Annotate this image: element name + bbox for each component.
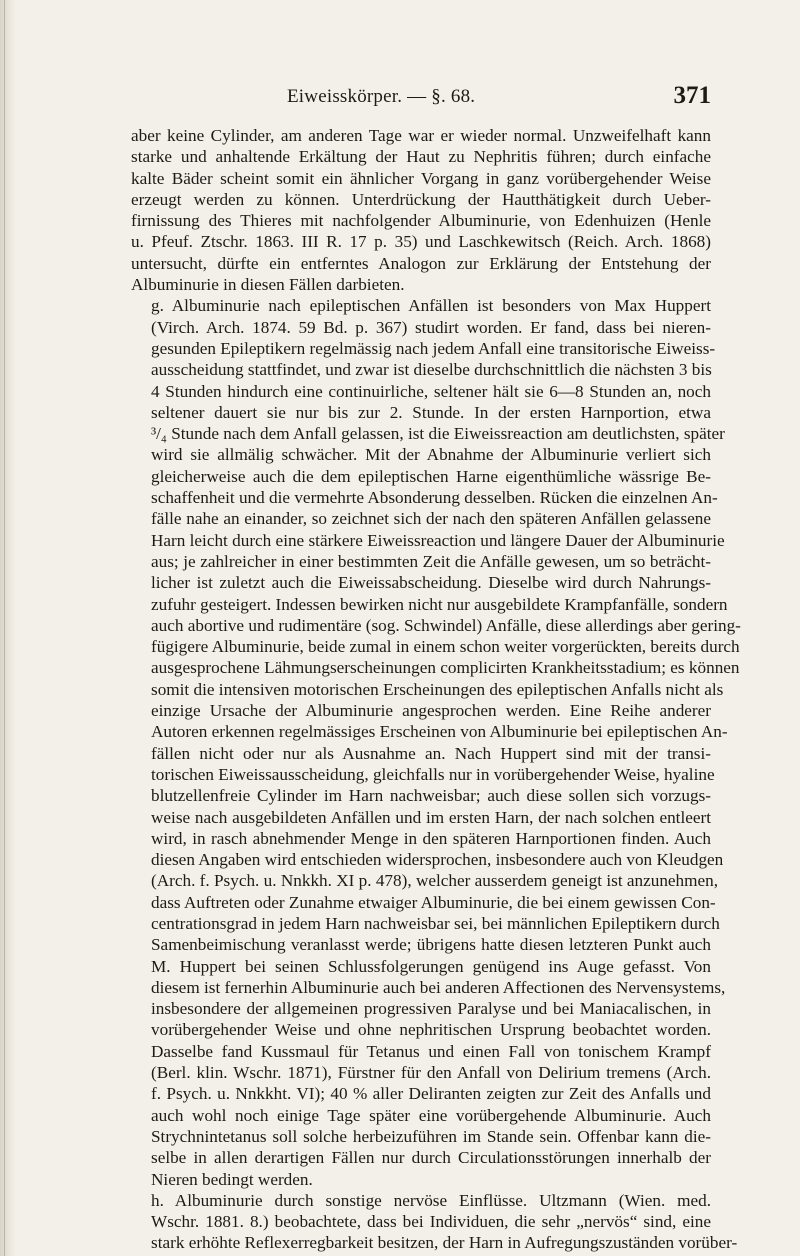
text-line: insbesondere der allgemeinen progressiven Paralyse und bei Maniacalischen, in bbox=[151, 999, 711, 1019]
text-line: stark erhöhte Reflexerregbarkeit besitzen, der Harn in Aufregungszuständen vorüber- bbox=[151, 1233, 738, 1253]
text-line: kalte Bäder scheint somit ein ähnlicher Vorgang in ganz vorübergehender Weise bbox=[131, 168, 711, 188]
text-line: fügigere Albuminurie, beide zumal in einem schon weiter vorgerückten, bereits durch bbox=[151, 637, 740, 657]
text-line: Autoren erkennen regelmässiges Erscheinen von Albuminurie bei epileptischen An- bbox=[151, 722, 728, 742]
text-line: h. Albuminurie durch sonstige nervöse Einflüsse. Ultzmann (Wien. med. bbox=[151, 1190, 711, 1210]
text-line: ausscheidung stattfindet, und zwar ist dieselbe durchschnittlich die nächsten 3 bis bbox=[151, 360, 712, 380]
text-line: diesen Angaben wird entschieden widersprochen, insbesondere auch von Kleudgen bbox=[151, 850, 724, 870]
text-line: zufuhr gesteigert. Indessen bewirken nicht nur ausgebildete Krampfanfälle, sondern bbox=[151, 594, 728, 614]
text-line: Dasselbe fand Kussmaul für Tetanus und einen Fall von tonischem Krampf bbox=[151, 1041, 711, 1061]
text-line: Samenbeimischung veranlasst werde; übrigens hatte diesen letzteren Punkt auch bbox=[151, 935, 711, 955]
text-line: auch abortive und rudimentäre (sog. Schwindel) Anfälle, diese allerdings aber gering- bbox=[151, 615, 741, 635]
text-line: erzeugt werden zu können. Unterdrückung der Hautthätigkeit durch Ueber- bbox=[131, 189, 711, 209]
text-line: (Berl. klin. Wschr. 1871), Fürstner für den Anfall von Delirium tremens (Arch. bbox=[151, 1063, 711, 1083]
text-line: schaffenheit und die vermehrte Absonderung desselben. Rücken die einzelnen An- bbox=[151, 488, 718, 508]
text-line: dass Auftreten oder Zunahme etwaiger Albuminurie, die bei einem gewissen Con- bbox=[151, 892, 716, 912]
text-line: seltener dauert sie nur bis zur 2. Stunde. In der ersten Harnportion, etwa bbox=[151, 402, 711, 422]
text-line: vorübergehender Weise und ohne nephritischen Ursprung beobachtet worden. bbox=[151, 1020, 711, 1040]
text-line: licher ist zuletzt auch die Eiweissabscheidung. Dieselbe wird durch Nahrungs- bbox=[151, 573, 711, 593]
text-line: g. Albuminurie nach epileptischen Anfällen ist besonders von Max Huppert bbox=[151, 296, 711, 316]
text-line: Wschr. 1881. 8.) beobachtete, dass bei Individuen, die sehr „nervös“ sind, eine bbox=[151, 1212, 711, 1232]
text-line: centrationsgrad in jedem Harn nachweisbar sei, bei männlichen Epileptikern durch bbox=[151, 913, 720, 933]
text-line: ausgesprochene Lähmungserscheinungen complicirten Krankheitsstadium; es können bbox=[151, 658, 740, 678]
text-line: aus; je zahlreicher in einer bestimmten Zeit die Anfälle gewesen, um so beträcht- bbox=[151, 551, 711, 571]
text-line: selbe in allen derartigen Fällen nur durch Circulationsstörungen innerhalb der bbox=[151, 1148, 711, 1168]
text-line: Nieren bedingt werden. bbox=[151, 1169, 313, 1189]
text-line: untersucht, dürfte ein entferntes Analogon zur Erklärung der Entstehung der bbox=[131, 253, 711, 273]
page-header bbox=[131, 82, 711, 116]
text-line: firnissung des Thieres mit nachfolgender Albuminurie, von Edenhuizen (Henle bbox=[131, 211, 711, 231]
text-line: diesem ist fernerhin Albuminurie auch bei anderen Affectionen des Nervensystems, bbox=[151, 977, 726, 997]
text-line: fälle nahe an einander, so zeichnet sich der nach den späteren Anfällen gelassene bbox=[151, 509, 711, 529]
text-line: weise nach ausgebildeten Anfällen und im ersten Harn, der nach solchen entleert bbox=[151, 807, 711, 827]
text-line: gleicherweise auch die dem epileptischen Harne eigenthümliche wässrige Be- bbox=[151, 466, 711, 486]
text-line: gesunden Epileptikern regelmässig nach jedem Anfall eine transitorische Eiweiss- bbox=[151, 338, 716, 358]
text-line: wird sie allmälig schwächer. Mit der Abnahme der Albuminurie verliert sich bbox=[151, 445, 711, 465]
text-line: somit die intensiven motorischen Erscheinungen des epileptischen Anfalls nicht als bbox=[151, 679, 724, 699]
running-head: Eiweisskörper. — §. 68. bbox=[287, 86, 476, 107]
text-line: aber keine Cylinder, am anderen Tage war er wieder normal. Unzweifelhaft kann bbox=[131, 126, 711, 145]
text-line: Albuminurie in diesen Fällen darbieten. bbox=[131, 275, 405, 295]
page-binding-line bbox=[4, 0, 5, 1256]
paragraph bbox=[131, 295, 741, 1189]
text-line: auch wohl noch einige Tage später eine vorübergehende Albuminurie. Auch bbox=[151, 1105, 711, 1125]
paragraph bbox=[131, 125, 711, 295]
text-line: (Arch. f. Psych. u. Nnkkh. XI p. 478), welcher ausserdem geneigt ist anzunehmen, bbox=[151, 871, 719, 891]
text-line: ³/₄ Stunde nach dem Anfall gelassen, ist die Eiweissreaction am deutlichsten, später bbox=[151, 424, 725, 444]
text-line: torischen Eiweissausscheidung, gleichfalls nur in vorübergehender Weise, hyaline bbox=[151, 764, 715, 784]
text-line: f. Psych. u. Nnkkht. VI); 40 % aller Deliranten zeigten zur Zeit des Anfalls und bbox=[151, 1084, 711, 1104]
text-line: M. Huppert bei seinen Schlussfolgerungen genügend ins Auge gefasst. Von bbox=[151, 956, 711, 976]
text-line: Harn leicht durch eine stärkere Eiweissreaction und längere Dauer der Albuminurie bbox=[151, 530, 725, 550]
page-number: 371 bbox=[673, 82, 711, 109]
text-line: fällen nicht oder nur als Ausnahme an. Nach Huppert sind mit der transi- bbox=[151, 743, 711, 763]
text-line: 4 Stunden hindurch eine continuirliche, seltener hält sie 6—8 Stunden an, noch bbox=[151, 381, 711, 401]
text-line: einzige Ursache der Albuminurie angesprochen werden. Eine Reihe anderer bbox=[151, 701, 711, 721]
page-binding-edge bbox=[0, 0, 16, 1256]
text-line: starke und anhaltende Erkältung der Haut zu Nephritis führen; durch einfache bbox=[131, 147, 711, 167]
text-line: u. Pfeuf. Ztschr. 1863. III R. 17 p. 35) und Laschkewitsch (Reich. Arch. 1868) bbox=[131, 232, 711, 252]
text-line: wird, in rasch abnehmender Menge in den späteren Harnportionen finden. Auch bbox=[151, 828, 711, 848]
paragraph bbox=[131, 1190, 738, 1254]
text-line: blutzellenfreie Cylinder im Harn nachweisbar; auch diese sollen sich vorzugs- bbox=[151, 786, 711, 806]
body-text bbox=[131, 125, 741, 1254]
text-line: (Virch. Arch. 1874. 59 Bd. p. 367) studirt worden. Er fand, dass bei nieren- bbox=[151, 317, 711, 337]
text-line: Strychnintetanus soll solche herbeizuführen im Stande sein. Offenbar kann die- bbox=[151, 1126, 711, 1146]
